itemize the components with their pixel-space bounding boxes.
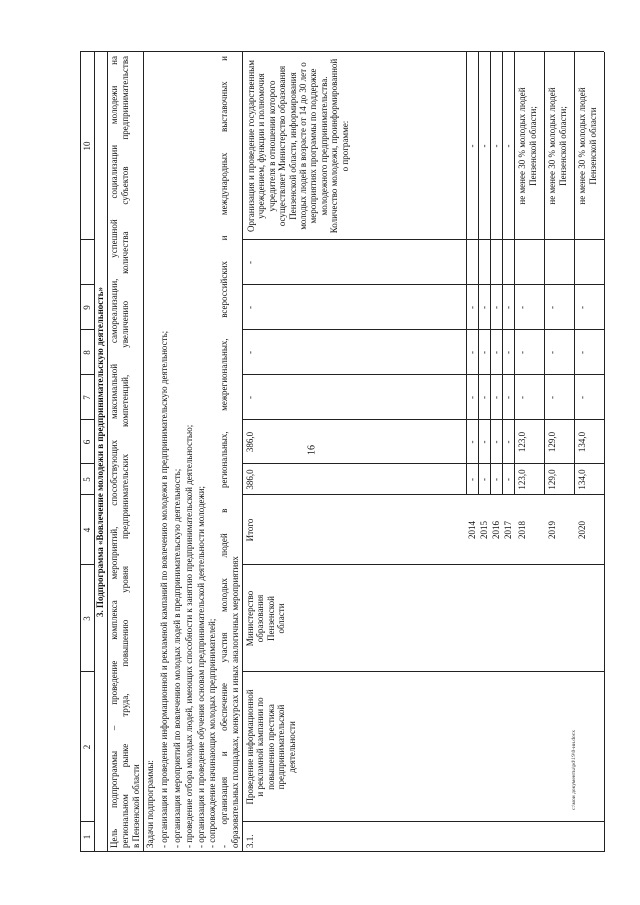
- column-number-6: 6: [82, 439, 92, 445]
- task-item-6: - организация и обеспечение участия молодых людей в региональных, межрегиональных, всероссийских и международных выставочных и: [219, 56, 229, 848]
- y2018-col10-line-1: не менее 30 % молодых людей: [517, 87, 527, 205]
- column-number-8: 8: [82, 350, 92, 355]
- total-col9b: -: [245, 261, 255, 264]
- y2016-col5: -: [491, 478, 501, 481]
- year-divider-2017: [514, 52, 515, 495]
- y2020-col9: -: [577, 306, 587, 309]
- column-number-7: 7: [82, 395, 92, 400]
- column-number-3: 3: [82, 616, 92, 621]
- task-item-3: - проведение отбора молодых людей, имеющих способности к занятию предпринимательской деятельностью;: [184, 424, 194, 848]
- task-item-5: - сопровождение начинающих молодых предпринимателей;: [207, 618, 217, 848]
- y2014-col6: -: [467, 440, 477, 444]
- total-col8: -: [245, 351, 255, 354]
- measure-name-line-4: предпринимательской: [276, 704, 286, 790]
- total-col5: 386,0: [245, 469, 255, 490]
- y2015-col5: -: [479, 478, 489, 481]
- y2017-col6: -: [503, 440, 513, 444]
- y2014-col10: -: [467, 144, 477, 148]
- total-col6: 386,0: [245, 431, 255, 453]
- page-number: 16: [306, 445, 318, 455]
- year-2020: 2020: [577, 521, 587, 539]
- title-row-divider: [107, 52, 108, 852]
- table-border-top: [80, 52, 81, 852]
- y2020-col7: -: [577, 396, 587, 399]
- goal-line-1: Цель подпрограммы – проведение комплекса мероприятий, способствующих максимальной самореализации, успешной социализации молодежи на: [109, 56, 119, 848]
- column-number-1: 1: [82, 834, 92, 840]
- column-number-10: 10: [82, 141, 92, 151]
- year-2015: 2015: [479, 521, 489, 539]
- y2018-col6: 123,0: [517, 431, 527, 453]
- result-description: Организация и проведение государственным учреждением, функции и полномочия учредителя в отношении которого осуществляет Министерство образования Пензенской области, информирования молодых людей в возрасте от 14 до 30 лет о мероприятиях программы по поддержке молодежного предпринимательства. Количество молодежи, проинформированной о программе:: [246, 58, 350, 234]
- year-2019: 2019: [547, 521, 557, 539]
- y2014-col8: -: [467, 351, 477, 354]
- column-number-2: 2: [82, 744, 92, 750]
- y2019-col10-line-1: не менее 30 % молодых людей: [547, 87, 557, 205]
- y2019-col9: -: [547, 306, 557, 309]
- executor-line-4: области: [276, 603, 286, 634]
- y2016-col6: -: [491, 440, 501, 444]
- column-number-4: 4: [82, 527, 92, 533]
- year-2014: 2014: [467, 521, 477, 539]
- y2019-col5: 129,0: [547, 469, 557, 490]
- y2016-col9: -: [491, 306, 501, 309]
- y2015-col10: -: [479, 144, 489, 148]
- measure-name-line-2: и рекламной кампании по: [255, 697, 265, 797]
- year-divider-2019: [574, 52, 575, 495]
- year-2016: 2016: [491, 521, 501, 539]
- y2016-col8: -: [491, 351, 501, 354]
- y2015-col7: -: [479, 396, 489, 399]
- goal-line-2: региональном рынке труда, повышению уровня предпринимательских компетенций, увеличению количества субъектов предпринимательства: [120, 56, 130, 848]
- total-label: Итого: [245, 518, 255, 542]
- table-border-left: [80, 851, 604, 852]
- y2014-col5: -: [467, 478, 477, 481]
- y2020-col8: -: [577, 351, 587, 354]
- task-item-7: образовательных площадках, конкурсах и иных аналогичных мероприятиях: [230, 556, 240, 848]
- y2020-col10-line-1: не менее 30 % молодых людей: [577, 87, 587, 205]
- y2017-col8: -: [503, 351, 513, 354]
- tasks-heading: Задачи подпрограммы:: [145, 760, 155, 848]
- y2015-col8: -: [479, 351, 489, 354]
- total-col9: -: [245, 306, 255, 309]
- executor-line-2: образования: [255, 594, 265, 643]
- y2016-col7: -: [491, 396, 501, 399]
- row-number: 3.1.: [245, 834, 255, 848]
- measure-name-line-1: Проведение информационной: [245, 689, 255, 805]
- year-divider-2018: [544, 52, 545, 495]
- y2019-col10-line-2: Пензенской области;: [558, 106, 568, 186]
- year-2017: 2017: [503, 521, 513, 539]
- goal-row-divider: [143, 52, 144, 852]
- y2014-col7: -: [467, 396, 477, 399]
- y2018-col9: -: [517, 306, 527, 309]
- column-number-5: 5: [82, 477, 92, 482]
- y2020-col6: 134,0: [577, 431, 587, 453]
- y2019-col7: -: [547, 396, 557, 399]
- executor-line-1: Министерство: [245, 590, 255, 647]
- task-item-1: - организация и проведение информационной и рекламной кампаний по вовлечению молодежи в предпринимательскую деятельность;: [159, 330, 169, 848]
- table-border-bottom: [604, 52, 605, 852]
- y2017-col9: -: [503, 306, 513, 309]
- year-2018: 2018: [517, 521, 527, 539]
- y2017-col5: -: [503, 478, 513, 481]
- y2017-col7: -: [503, 396, 513, 399]
- y2020-col10-line-2: Пензенской области: [588, 107, 598, 185]
- goal-line-3: в Пензенской области: [131, 764, 141, 848]
- total-col7: -: [245, 396, 255, 399]
- executor-line-3: Пензенской: [266, 596, 276, 641]
- measure-name-line-3: повышению престижа: [266, 704, 276, 790]
- y2014-col9: -: [467, 306, 477, 309]
- y2018-col8: -: [517, 351, 527, 354]
- y2016-col10: -: [491, 144, 501, 148]
- y2015-col6: -: [479, 440, 489, 444]
- y2018-col5: 123,0: [517, 469, 527, 490]
- rotated-table: [80, 52, 620, 852]
- y2018-col7: -: [517, 396, 527, 399]
- tasks-row-divider: [242, 52, 243, 852]
- subprogram-title: 3. Подпрограмма «Вовлечение молодежи в предпринимательскую деятельность»: [95, 287, 105, 617]
- footer-file-path: c:\мои документы\pd\19\0-ии.docx: [571, 730, 577, 810]
- y2017-col10: -: [503, 144, 513, 148]
- task-item-4: - организация и проведение обучения основам предпринимательской деятельности молодежи;: [196, 485, 206, 848]
- task-item-2: - организация мероприятий по вовлечению молодых людей в предпринимательскую деятельность;: [172, 468, 182, 848]
- y2019-col8: -: [547, 351, 557, 354]
- y2019-col6: 129,0: [547, 431, 557, 453]
- y2020-col5: 134,0: [577, 469, 587, 490]
- column-number-9: 9: [82, 305, 92, 310]
- y2015-col9: -: [479, 306, 489, 309]
- y2018-col10-line-2: Пензенской области;: [528, 106, 538, 186]
- measure-name-line-5: деятельности: [287, 721, 297, 773]
